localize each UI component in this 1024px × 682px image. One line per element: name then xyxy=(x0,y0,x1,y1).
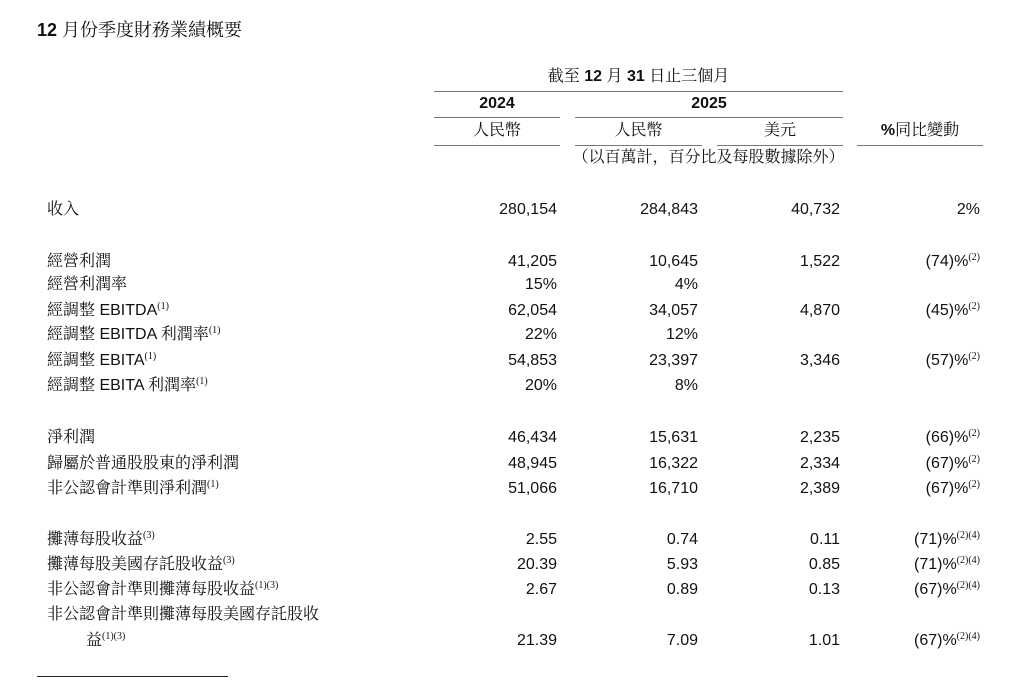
value-2025-usd: 40,732 xyxy=(791,201,840,218)
value-yoy: (45)%$^{(2)}$ xyxy=(925,301,980,319)
value-2025-rmb: 7.09 xyxy=(666,632,698,649)
value-2025-rmb: 23,397 xyxy=(649,352,698,369)
table-row-adjusted-ebita xyxy=(0,349,1024,373)
row-label: 經調整 EBITA$^{(1)}$ xyxy=(47,351,157,369)
value-2025-usd: 3,346 xyxy=(799,352,840,369)
value-2024-rmb: 46,434 xyxy=(508,429,557,446)
row-label: 收入 xyxy=(47,201,80,218)
table-row-diluted-eps xyxy=(0,528,1024,552)
row-label: 淨利潤 xyxy=(47,429,96,446)
value-2024-rmb: 2.67 xyxy=(525,581,557,598)
value-2024-rmb: 280,154 xyxy=(499,201,557,218)
value-2024-rmb: 2.55 xyxy=(525,531,557,548)
value-2024-rmb: 48,945 xyxy=(508,455,557,472)
value-yoy: (57)%$^{(2)}$ xyxy=(925,351,980,369)
value-yoy: (67)%$^{(2)}$ xyxy=(925,454,980,472)
header-rule xyxy=(717,145,843,146)
value-2025-rmb: 5.93 xyxy=(666,556,698,573)
header-rule xyxy=(575,117,843,118)
table-row-net-income-attributable xyxy=(0,452,1024,476)
row-label: 歸屬於普通股股東的淨利潤 xyxy=(47,455,240,472)
currency-header-2024-rmb: 人民幣 xyxy=(472,122,521,139)
currency-header-2025-usd: 美元 xyxy=(763,122,796,139)
value-2025-usd: 2,235 xyxy=(799,429,840,446)
table-row-adjusted-ebitda xyxy=(0,299,1024,323)
currency-header-2025-rmb: 人民幣 xyxy=(614,122,663,139)
table-row-net-income xyxy=(0,426,1024,450)
table-row-non-gaap-diluted-eps xyxy=(0,578,1024,602)
row-label: 經調整 EBITDA 利潤率$^{(1)}$ xyxy=(47,325,221,343)
value-2024-rmb: 41,205 xyxy=(508,253,557,270)
value-yoy: (67)%$^{(2)}$ xyxy=(925,479,980,497)
row-label: 非公認會計準則攤薄每股收益$^{(1)(3)}$ xyxy=(47,580,279,598)
table-row-adjusted-ebitda-margin xyxy=(0,323,1024,347)
value-yoy: (71)%$^{(2)(4)}$ xyxy=(913,530,980,548)
value-2024-rmb: 20.39 xyxy=(516,556,557,573)
value-yoy: (71)%$^{(2)(4)}$ xyxy=(913,555,980,573)
value-2025-rmb: 10,645 xyxy=(649,253,698,270)
header-rule xyxy=(857,145,983,146)
value-2024-rmb: 22% xyxy=(524,326,557,343)
row-label: 經營利潤 xyxy=(47,253,112,270)
table-row-operating-income xyxy=(0,250,1024,274)
header-rule xyxy=(434,145,560,146)
value-2025-rmb: 0.89 xyxy=(666,581,698,598)
value-2025-rmb: 284,843 xyxy=(640,201,698,218)
period-header: 截至 12 月 31 日止三個月 xyxy=(547,68,730,85)
table-row-non-gaap-diluted-eps-ads-label xyxy=(0,603,1024,627)
value-2024-rmb: 15% xyxy=(524,276,557,293)
row-label-continuation: 益$^{(1)(3)}$ xyxy=(86,631,126,649)
row-label: 經調整 EBITA 利潤率$^{(1)}$ xyxy=(47,376,208,394)
row-label: 非公認會計準則攤薄每股美國存託股收 xyxy=(47,606,320,623)
value-2025-rmb: 34,057 xyxy=(649,302,698,319)
value-2025-usd: 0.11 xyxy=(810,531,840,548)
value-2025-usd: 1,522 xyxy=(799,253,840,270)
year-2024-header: 2024 xyxy=(479,95,515,112)
row-label: 非公認會計準則淨利潤$^{(1)}$ xyxy=(47,479,219,497)
units-note: （以百萬計，百分比及每股數據除外） xyxy=(572,149,845,166)
value-2025-rmb: 15,631 xyxy=(649,429,698,446)
table-row-operating-margin xyxy=(0,273,1024,297)
table-row-non-gaap-net-income xyxy=(0,477,1024,501)
value-2024-rmb: 20% xyxy=(524,377,557,394)
value-2025-usd: 2,334 xyxy=(799,455,840,472)
value-2025-rmb: 0.74 xyxy=(666,531,698,548)
value-yoy: 2% xyxy=(956,201,980,218)
year-2025-header: 2025 xyxy=(691,95,727,112)
table-row-diluted-eps-ads xyxy=(0,553,1024,577)
footnote-divider xyxy=(37,676,228,677)
value-2025-rmb: 16,710 xyxy=(649,480,698,497)
value-yoy: (66)%$^{(2)}$ xyxy=(925,428,980,446)
value-2024-rmb: 51,066 xyxy=(508,480,557,497)
value-yoy: (74)%$^{(2)}$ xyxy=(925,252,980,270)
table-row-non-gaap-diluted-eps-ads xyxy=(0,629,1024,653)
row-label: 經營利潤率 xyxy=(47,276,128,293)
value-2025-usd: 0.85 xyxy=(808,556,840,573)
table-row-revenue xyxy=(0,198,1024,222)
header-rule xyxy=(434,117,560,118)
value-2025-usd: 0.13 xyxy=(808,581,840,598)
value-2024-rmb: 62,054 xyxy=(508,302,557,319)
value-2025-rmb: 16,322 xyxy=(649,455,698,472)
value-2025-rmb: 4% xyxy=(674,276,698,293)
value-yoy: (67)%$^{(2)(4)}$ xyxy=(913,580,980,598)
header-rule xyxy=(434,91,843,92)
value-2025-usd: 2,389 xyxy=(799,480,840,497)
value-2024-rmb: 54,853 xyxy=(508,352,557,369)
header-rule xyxy=(575,145,702,146)
row-label: 攤薄每股美國存託股收益$^{(3)}$ xyxy=(47,555,235,573)
value-2025-rmb: 12% xyxy=(665,326,698,343)
table-row-adjusted-ebita-margin xyxy=(0,374,1024,398)
page-title: 12 月份季度財務業績概要 xyxy=(37,20,243,40)
yoy-change-header: %同比變動 xyxy=(880,122,960,139)
row-label: 攤薄每股收益$^{(3)}$ xyxy=(47,530,155,548)
row-label: 經調整 EBITDA$^{(1)}$ xyxy=(47,301,169,319)
value-2025-usd: 4,870 xyxy=(799,302,840,319)
value-2025-rmb: 8% xyxy=(674,377,698,394)
value-2024-rmb: 21.39 xyxy=(516,632,557,649)
value-2025-usd: 1.01 xyxy=(808,632,840,649)
value-yoy: (67)%$^{(2)(4)}$ xyxy=(913,631,980,649)
